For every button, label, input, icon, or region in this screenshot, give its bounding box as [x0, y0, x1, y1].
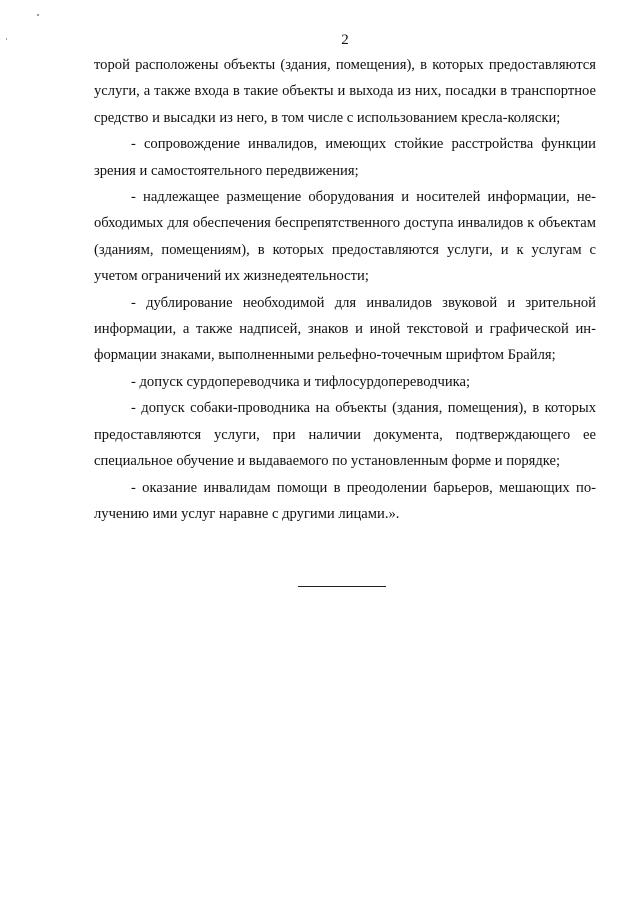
scan-artifact	[6, 38, 7, 40]
page-number: 2	[341, 32, 349, 48]
scan-artifact	[37, 14, 39, 16]
end-of-text-rule	[298, 586, 386, 587]
paragraph: - надлежащее размещение оборудования и носителей информации, необходимых для обеспечения беспрепятственного доступа инвалидов к объектам (зданиям, помещениям), в которых предоставляются услуги, и к услугам с учетом ограничений их жизнедеятельности;	[94, 189, 596, 285]
paragraph: - дублирование необходимой для инвалидов звуковой и зрительной информации, а также надписей, знаков и иной текстовой и графической информации знаками, выполненными рельефно-точечным шрифтом Брайля;	[94, 294, 596, 364]
paragraph: - сопровождение инвалидов, имеющих стойкие расстройства функции зрения и самостоятельного передвижения;	[94, 136, 596, 179]
body-text	[94, 52, 596, 527]
paragraph: - допуск сурдопереводчика и тифлосурдопереводчика;	[131, 373, 471, 390]
paragraph: - оказание инвалидам помощи в преодолении барьеров, мешающих получению ими услуг наравне с другими лицами.».	[94, 479, 596, 522]
paragraph: - допуск собаки-проводника на объекты (здания, помещения), в которых предоставляются услуги, при наличии документа, подтверждающего ее специальное обучение и выдаваемого по установленным форме и порядке;	[94, 400, 596, 470]
paragraph: торой расположены объекты (здания, помещения), в которых предоставляются услуги, а также входа в такие объекты и выхода из них, посадки в транспортное средство и высадки из него, в том числе с использованием кресла-коляски;	[94, 57, 596, 126]
